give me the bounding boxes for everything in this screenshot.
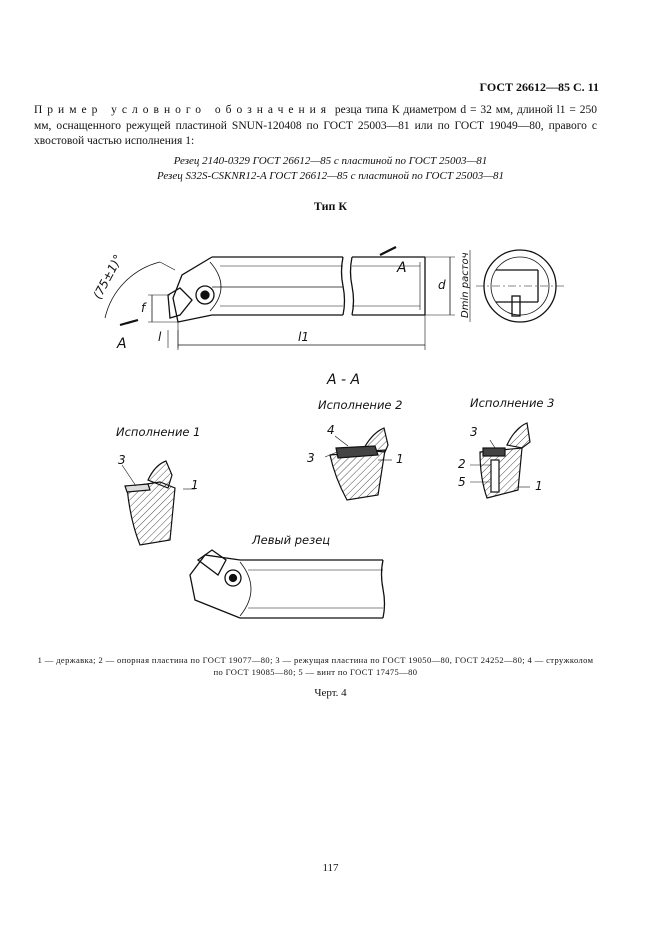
label-a-right: А (397, 260, 407, 276)
left-cutter-view (190, 550, 385, 618)
paragraph-prefix: Пример условного обозначения (34, 104, 332, 116)
label-section-aa: А - А (327, 372, 361, 388)
page-number: 117 (322, 862, 339, 874)
example-designation-2: Резец S32S-CSKNR12-A ГОСТ 26612—85 с пластиной по ГОСТ 25003—81 (157, 170, 504, 182)
label-v3-1: 1 (535, 479, 543, 493)
label-v1-1: 1 (191, 478, 199, 492)
label-variant-1: Исполнение 1 (116, 425, 201, 439)
section-variant-3 (470, 423, 530, 498)
label-v2-3: 3 (307, 451, 315, 465)
label-v3-2: 2 (458, 457, 466, 471)
figure-caption: Черт. 4 (314, 687, 347, 699)
section-variant-2 (325, 428, 392, 500)
section-variant-1 (122, 461, 195, 545)
label-f: f (141, 301, 146, 315)
label-l1: l1 (298, 330, 309, 344)
main-cutter-view (105, 247, 566, 350)
label-v3-5: 5 (458, 475, 466, 489)
label-a-left: А (117, 336, 127, 352)
label-left-cutter: Левый резец (252, 533, 331, 547)
page-header: ГОСТ 26612—85 С. 11 (479, 80, 599, 94)
label-d: d (438, 278, 446, 292)
label-variant-2: Исполнение 2 (318, 398, 403, 412)
label-v2-4: 4 (327, 423, 335, 437)
figure-legend: 1 — державка; 2 — опорная пластина по ГОСТ 19077—80; 3 — режущая пластина по ГОСТ 19050—80, ГОСТ 24252—80; 4 — стружколом по ГОСТ 19085—80; 5 — винт по ГОСТ 17475—80 (37, 655, 594, 677)
label-v1-3: 3 (118, 453, 126, 467)
label-l: l (158, 330, 162, 344)
label-angle: (75±1)° (90, 252, 126, 302)
type-title: Тип К (313, 199, 348, 213)
label-dmin: Dmin расточ (460, 252, 471, 318)
label-v2-1: 1 (396, 452, 404, 466)
label-v3-3: 3 (470, 425, 478, 439)
paragraph-text: резца типа К диаметром d = 32 мм, длиной l1 = 250 мм, оснащенного режущей пластиной SNUN-120408 по ГОСТ 25003—81 или по ГОСТ 19049—80, правого с хвостовой частью исполнения 1: (34, 104, 597, 147)
example-designation-1: Резец 2140-0329 ГОСТ 26612—85 с пластиной по ГОСТ 25003—81 (173, 155, 488, 167)
label-variant-3: Исполнение 3 (470, 396, 555, 410)
